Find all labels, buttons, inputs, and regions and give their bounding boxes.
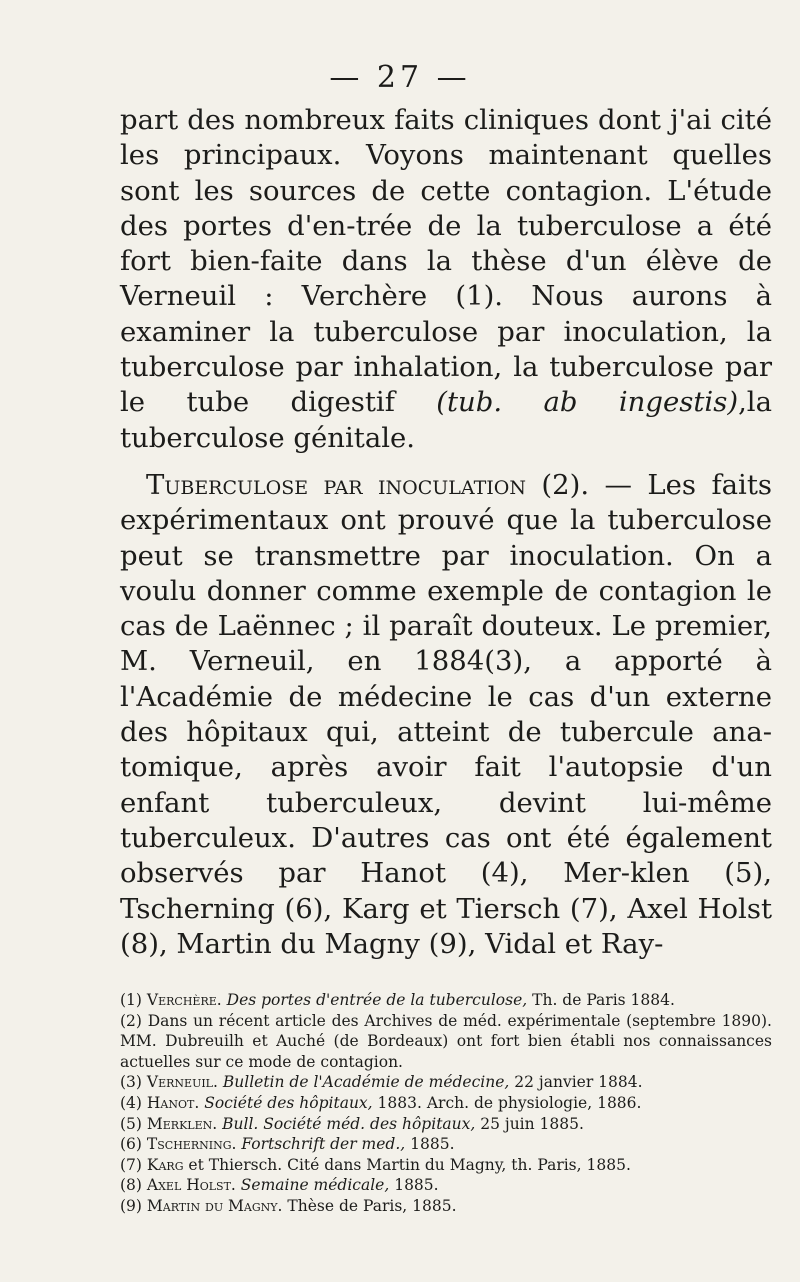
footnote: (1) Verchère. Des portes d'entrée de la tuberculose, Th. de Paris 1884.	[120, 991, 675, 1009]
footnote: (4) Hanot. Société des hôpitaux, 1883. Arch. de physiologie, 1886.	[120, 1093, 642, 1112]
footnote: (5) Merklen. Bull. Société méd. des hôpitaux, 25 juin 1885.	[120, 1114, 584, 1133]
page-number: — 27 —	[329, 60, 471, 95]
footnote: (9) Martin du Magny. Thèse de Paris, 1885.	[120, 1196, 457, 1215]
paragraph-2-text: Les faits expérimentaux ont prouvé que la tuberculose peut se transmettre par inoculation. On a voulu donner comme exemple de contagion le cas de Laënnec ; il paraît douteux. Le premier, M. Verneuil, en 1884(3), a apporté à l'Académie de médecine le cas d'un externe des hôpitaux qui, atteint de tubercule ana-tomique, après avoir fait l'autopsie d'un enfant tuberculeux, devint lui-même tuberculeux. D'autres cas ont été également observés par Hanot (4), Mer-klen (5), Tscherning (6), Karg et Tiersch (7), Axel Holst (8), Martin du Magny (9), Vidal et Ray-	[120, 468, 772, 960]
main-text	[120, 103, 772, 962]
paragraph-2	[120, 468, 772, 962]
footnotes	[120, 990, 772, 1217]
footnote: (7) Karg et Thiersch. Cité dans Martin du Magny, th. Paris, 1885.	[120, 1155, 631, 1174]
footnote: (8) Axel Holst. Semaine médicale, 1885.	[120, 1176, 439, 1195]
footnote: (3) Verneuil. Bulletin de l'Académie de médecine, 22 janvier 1884.	[120, 1073, 643, 1092]
paragraph-1-italic: (tub. ab ingestis)	[436, 386, 739, 419]
footnote: (2) Dans un récent article des Archives de méd. expérimentale (septembre 1890). MM. Dubreuilh et Auché (de Bordeaux) ont fort bien établi nos connaissances actuelles sur ce mode de contagion.	[120, 1011, 772, 1071]
paragraph-1	[120, 103, 772, 456]
paragraph-1-end: ,la tuberculose génitale.	[120, 386, 772, 454]
paragraph-1-text: part des nombreux faits cliniques dont j'ai cité les principaux. Voyons maintenant quelles sont les sources de cette contagion. L'étude des portes d'en-trée de la tuberculose a été fort bien-faite dans la thèse d'un élève de Verneuil : Verchère (1). Nous aurons à examiner la tuberculose par inoculation, la tuberculose par inhalation, la tuberculose par le tube digestif	[120, 104, 772, 419]
section-heading-ref: (2). —	[525, 468, 648, 501]
footnote: (6) Tscherning. Fortschrift der med., 1885.	[120, 1135, 455, 1154]
section-heading: Tuberculose par inoculation	[146, 468, 526, 501]
